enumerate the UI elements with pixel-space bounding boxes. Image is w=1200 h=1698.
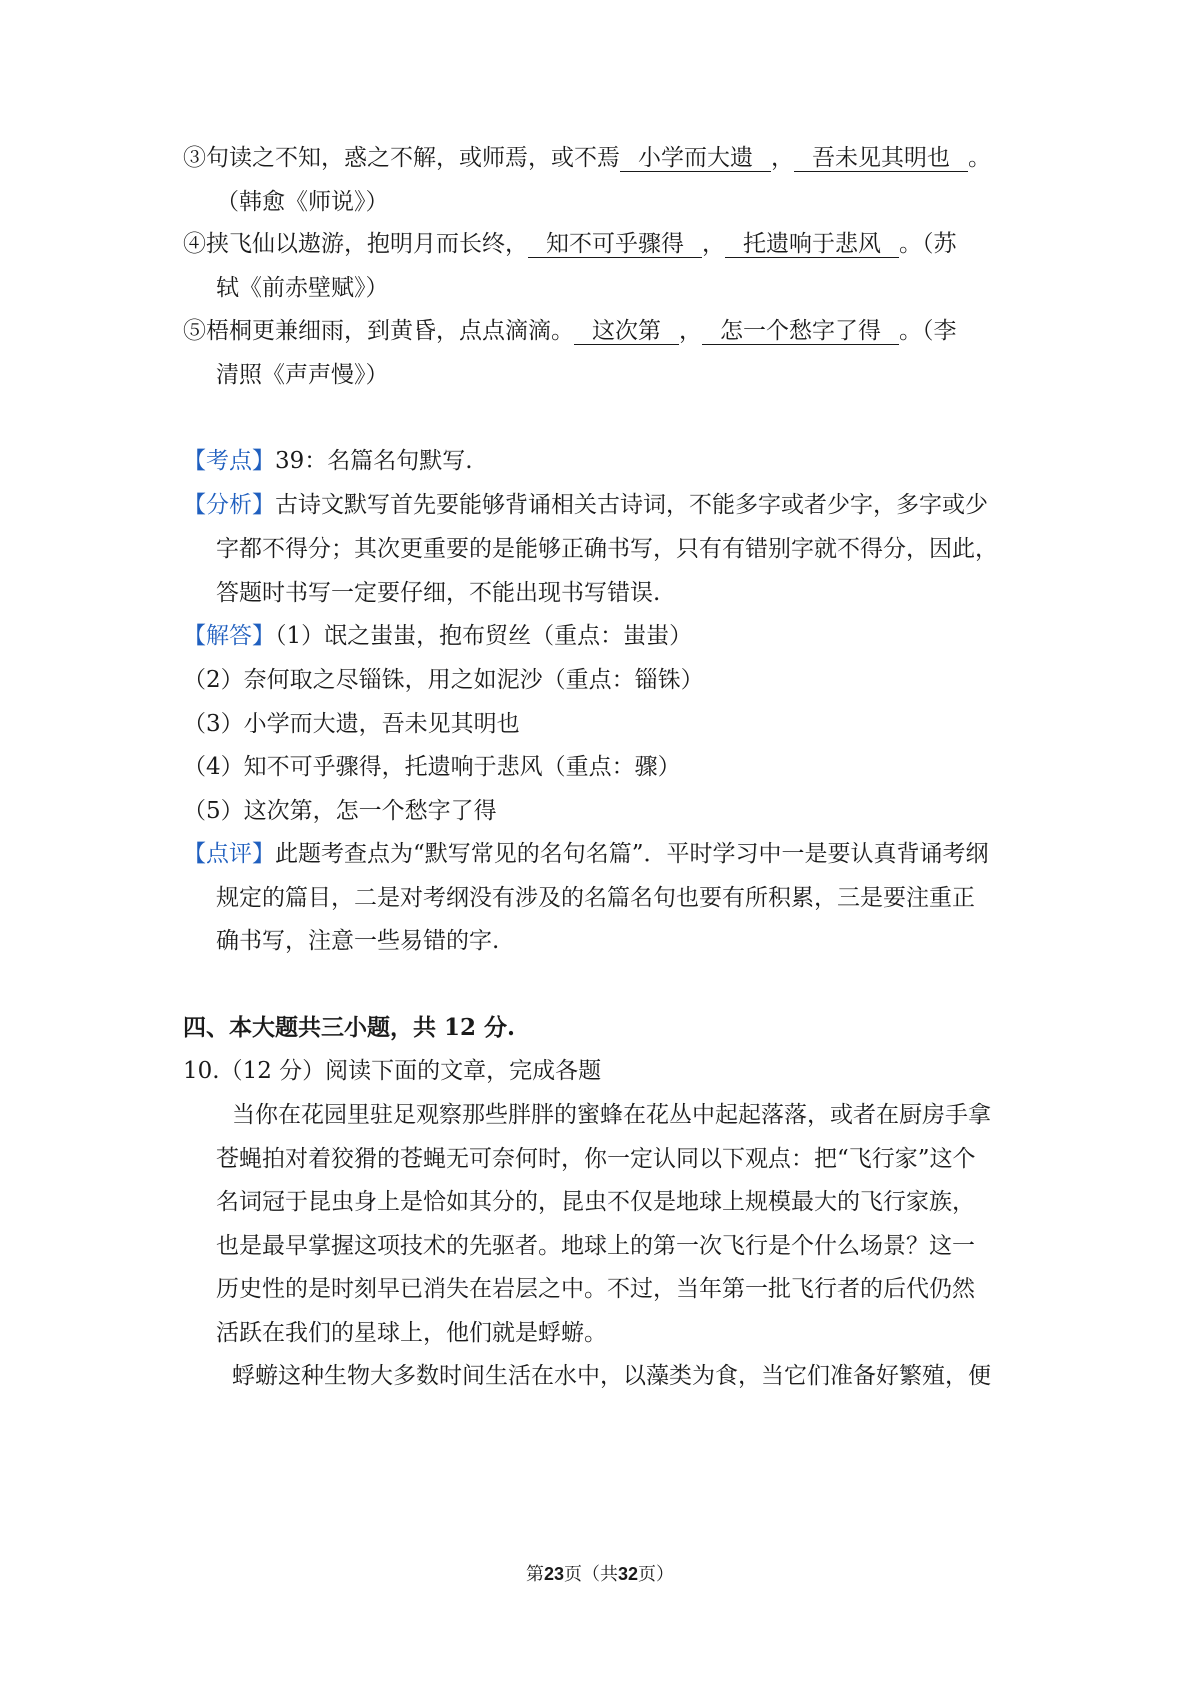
page-footer [0,1560,1200,1586]
q10-paragraph-1-line-4: 也是最早掌握这项技术的先驱者。地球上的第一次飞行是个什么场景？这一 [216,1233,975,1259]
q5-end: 。（李 [899,318,957,344]
footer-page-number: 23 [543,1564,564,1584]
q5-prefix: ⑤梧桐更兼细雨，到黄昏，点点滴滴。 [183,318,574,344]
q3-blank-1: 小学而大遗 [620,145,771,172]
footer-total-pages: 32 [618,1564,639,1584]
dianping-text-2: 规定的篇目，二是对考纲没有涉及的名篇名句也要有所积累，三是要注重正 [216,885,975,911]
jieda-tag: 【解答】 [183,623,275,649]
q4-blank-2: 托遗响于悲风 [725,231,899,258]
q10-paragraph-1-line-3: 名词冠于昆虫身上是恰如其分的，昆虫不仅是地球上规模最大的飞行家族， [216,1189,975,1215]
q5-sep: ， [679,318,702,344]
jieda-text-4: （4）知不可乎骤得，托遗响于悲风（重点：骤） [183,754,681,780]
fenxi-line-1 [183,490,1028,520]
q3-sep: ， [771,145,794,171]
q5-source: 清照《声声慢》） [216,362,389,388]
footer-post: 页） [638,1564,675,1585]
q3-source: （韩愈《师说》） [216,189,389,215]
q10-paragraph-1-line-2: 苍蝇拍对着狡猾的苍蝇无可奈何时，你一定认同以下观点：把“飞行家”这个 [216,1146,976,1172]
q4-line [183,229,1028,259]
fenxi-text-1: 古诗文默写首先要能够背诵相关古诗词，不能多字或者少字，多字或少 [275,492,988,518]
q3-end: 。 [968,145,991,171]
q4-source: 轼《前赤壁赋》） [216,275,389,301]
fenxi-tag: 【分析】 [183,492,275,518]
jieda-text-2: （2）奈何取之尽锱铢，用之如泥沙（重点：锱铢） [183,667,704,693]
q3-blank-2: 吾未见其明也 [794,145,968,172]
q3-line [183,143,1028,173]
fenxi-text-2: 字都不得分；其次更重要的是能够正确书写，只有有错别字就不得分，因此， [216,536,998,562]
dianping-line-1 [183,839,1028,869]
q10-paragraph-1-line-1: 当你在花园里驻足观察那些胖胖的蜜蜂在花丛中起起落落，或者在厨房手拿 [232,1102,991,1128]
dianping-text-3: 确书写，注意一些易错的字. [216,928,500,954]
q10-paragraph-2-line-1: 蜉蝣这种生物大多数时间生活在水中，以藻类为食，当它们准备好繁殖，便 [232,1363,991,1389]
q4-sep: ， [702,231,725,257]
q5-blank-2: 怎一个愁字了得 [702,318,899,345]
jieda-text-1: （1）氓之蚩蚩，抱布贸丝（重点：蚩蚩） [275,623,693,649]
kaodian-tag: 【考点】 [183,448,275,474]
q5-line [183,316,1028,346]
jieda-text-3: （3）小学而大遗，吾未见其明也 [183,711,520,737]
footer-mid: 页（共 [564,1564,618,1585]
q10-paragraph-1-line-5: 历史性的是时刻早已消失在岩层之中。不过，当年第一批飞行者的后代仍然 [216,1276,975,1302]
q4-end: 。（苏 [899,231,957,257]
footer-pre: 第 [525,1564,544,1585]
q4-prefix: ④挟飞仙以遨游，抱明月而长终， [183,231,528,257]
fenxi-text-3: 答题时书写一定要仔细，不能出现书写错误. [216,580,661,606]
q10-paragraph-1-line-6: 活跃在我们的星球上，他们就是蜉蝣。 [216,1320,607,1346]
section-4-title: 四、本大题共三小题，共 12 分. [183,1014,516,1041]
kaodian-line [183,446,1028,476]
q4-blank-1: 知不可乎骤得 [528,231,702,258]
kaodian-text: 39：名篇名句默写. [275,448,473,474]
jieda-text-5: （5）这次第，怎一个愁字了得 [183,798,497,824]
dianping-tag: 【点评】 [183,841,275,867]
q5-blank-1: 这次第 [574,318,679,345]
q3-prefix: ③句读之不知，惑之不解，或师焉，或不焉 [183,145,620,171]
q10-header: 10.（12 分）阅读下面的文章，完成各题 [183,1058,602,1084]
jieda-line-1 [183,621,1028,651]
dianping-text-1: 此题考查点为“默写常见的名句名篇”．平时学习中一是要认真背诵考纲 [275,841,989,867]
